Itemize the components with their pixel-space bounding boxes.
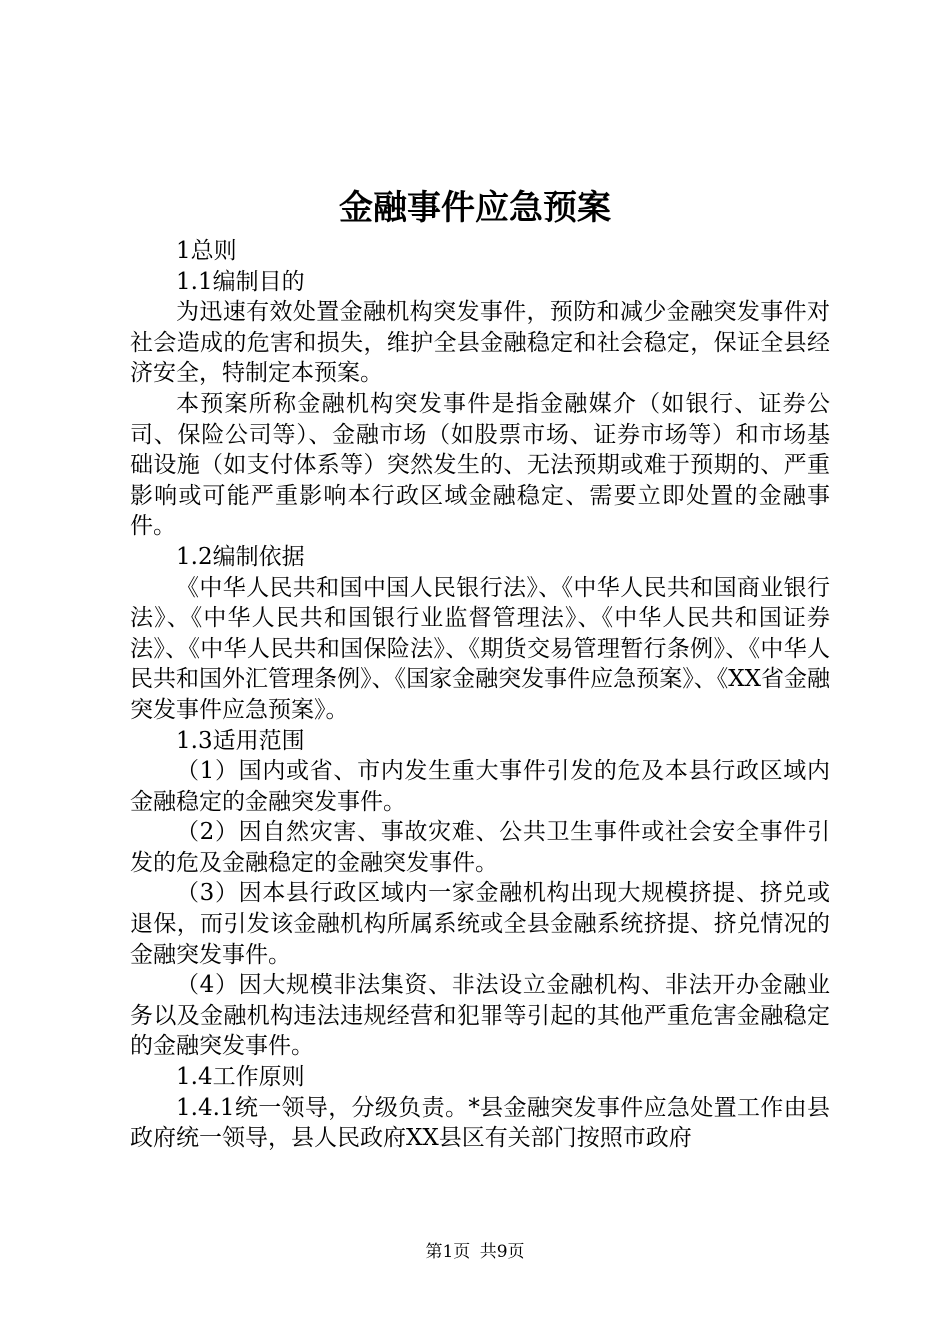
paragraph-purpose: 为迅速有效处置金融机构突发事件，预防和减少金融突发事件对社会造成的危害和损失，维护全县金融稳定和社会稳定，保证全县经济安全，特制定本预案。 — [130, 299, 830, 387]
paragraph-principle-1: 1.4.1统一领导，分级负责。*县金融突发事件应急处置工作由县政府统一领导，县人民政府XX县区有关部门按照市政府 — [130, 1094, 830, 1152]
section-heading-1-4: 1.4工作原则 — [176, 1064, 305, 1091]
paragraph-scope-2: （2）因自然灾害、事故灾难、公共卫生事件或社会安全事件引发的危及金融稳定的金融突发事件。 — [130, 819, 830, 876]
section-heading-1-2: 1.2编制依据 — [176, 543, 305, 570]
section-heading-1: 1总则 — [176, 238, 237, 264]
page-number: 第1页 — [425, 1242, 471, 1262]
document-body — [130, 236, 830, 1154]
paragraph-scope-3: （3）因本县行政区域内一家金融机构出现大规模挤提、挤兑或退保，而引发该金融机构所属系统或全县金融系统挤提、挤兑情况的金融突发事件。 — [130, 880, 830, 968]
paragraph-scope-1: （1）国内或省、市内发生重大事件引发的危及本县行政区域内金融稳定的金融突发事件。 — [130, 758, 830, 815]
page-footer — [0, 1241, 950, 1263]
paragraph-legal-basis: 《中华人民共和国中国人民银行法》、《中华人民共和国商业银行法》、《中华人民共和国银行业监督管理法》、《中华人民共和国证券法》、《中华人民共和国保险法》、《期货交易管理暂行条例》、《中华人民共和国外汇管理条例》、《国家金融突发事件应急预案》、《XX省金融突发事件应急预案》。 — [130, 574, 830, 723]
section-heading-1-1: 1.1编制目的 — [176, 268, 305, 295]
paragraph-scope-4: （4）因大规模非法集资、非法设立金融机构、非法开办金融业务以及金融机构违法违规经营和犯罪等引起的其他严重危害金融稳定的金融突发事件。 — [130, 972, 830, 1060]
document-title: 金融事件应急预案 — [339, 188, 611, 228]
page-total: 共9页 — [479, 1242, 525, 1262]
section-heading-1-3: 1.3适用范围 — [176, 727, 305, 754]
paragraph-definition: 本预案所称金融机构突发事件是指金融媒介（如银行、证券公司、保险公司等）、金融市场（如股票市场、证券市场等）和市场基础设施（如支付体系等）突然发生的、无法预期或难于预期的、严重影响或可能严重影响本行政区域金融稳定、需要立即处置的金融事件。 — [130, 390, 830, 540]
